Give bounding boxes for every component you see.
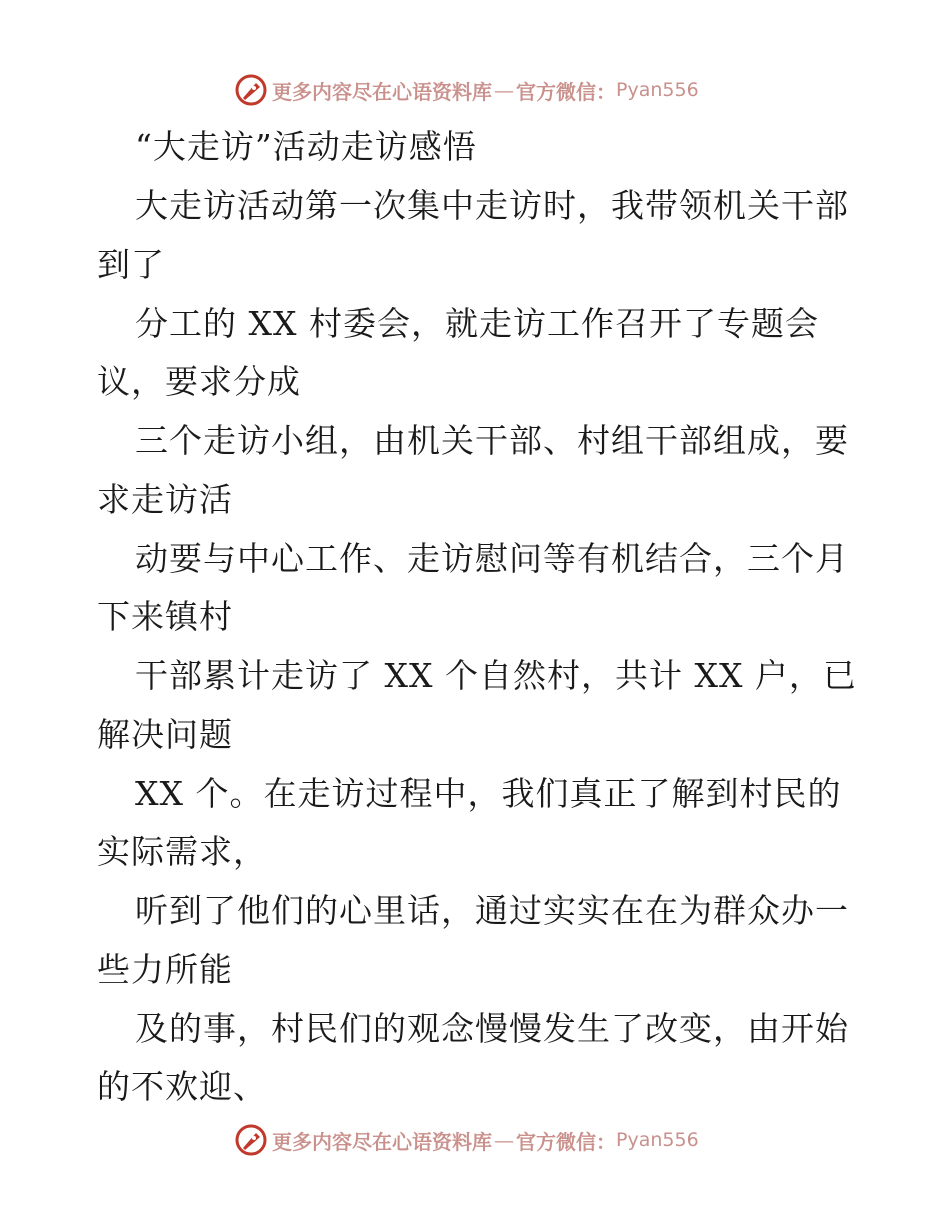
text-line: 议，要求分成 — [97, 362, 301, 401]
watermark-wechat-id: Pyan556 — [616, 79, 699, 101]
text-line: 些力所能 — [97, 950, 233, 989]
watermark-brand: 更多内容尽在心语资料库 — [272, 1129, 492, 1154]
footer-watermark — [234, 1122, 754, 1158]
text-line: 求走访活 — [97, 480, 233, 519]
text-line: 干部累计走访了 XX 个自然村，共计 XX 户，已 — [135, 656, 857, 695]
text-line: 三个走访小组，由机关干部、村组干部组成，要 — [135, 421, 849, 460]
watermark-wechat-id: Pyan556 — [616, 1129, 699, 1151]
watermark-brand: 更多内容尽在心语资料库 — [272, 79, 492, 104]
text-line: 分工的 XX 村委会，就走访工作召开了专题会 — [135, 304, 819, 343]
watermark-dash: — — [494, 78, 514, 102]
text-line: 下来镇村 — [97, 597, 233, 636]
text-line: 的不欢迎、 — [97, 1067, 267, 1106]
text-line: 解决问题 — [97, 715, 233, 754]
text-line: 实际需求， — [97, 832, 267, 871]
watermark-wechat-label: 官方微信： — [516, 79, 616, 104]
text-line: 到了 — [97, 245, 165, 284]
watermark-dash: — — [494, 1128, 514, 1152]
text-line: 动要与中心工作、走访慰问等有机结合，三个月 — [135, 539, 849, 578]
text-line: 听到了他们的心里话，通过实实在在为群众办一 — [135, 891, 849, 930]
pen-nib-logo-icon — [234, 1123, 268, 1157]
document-title: “大走访”活动走访感悟 — [135, 127, 477, 166]
text-line: XX 个。在走访过程中，我们真正了解到村民的 — [135, 774, 842, 813]
text-line: 及的事，村民们的观念慢慢发生了改变，由开始 — [135, 1009, 849, 1048]
watermark-wechat-label: 官方微信： — [516, 1129, 616, 1154]
text-line: 大走访活动第一次集中走访时，我带领机关干部 — [135, 186, 849, 225]
